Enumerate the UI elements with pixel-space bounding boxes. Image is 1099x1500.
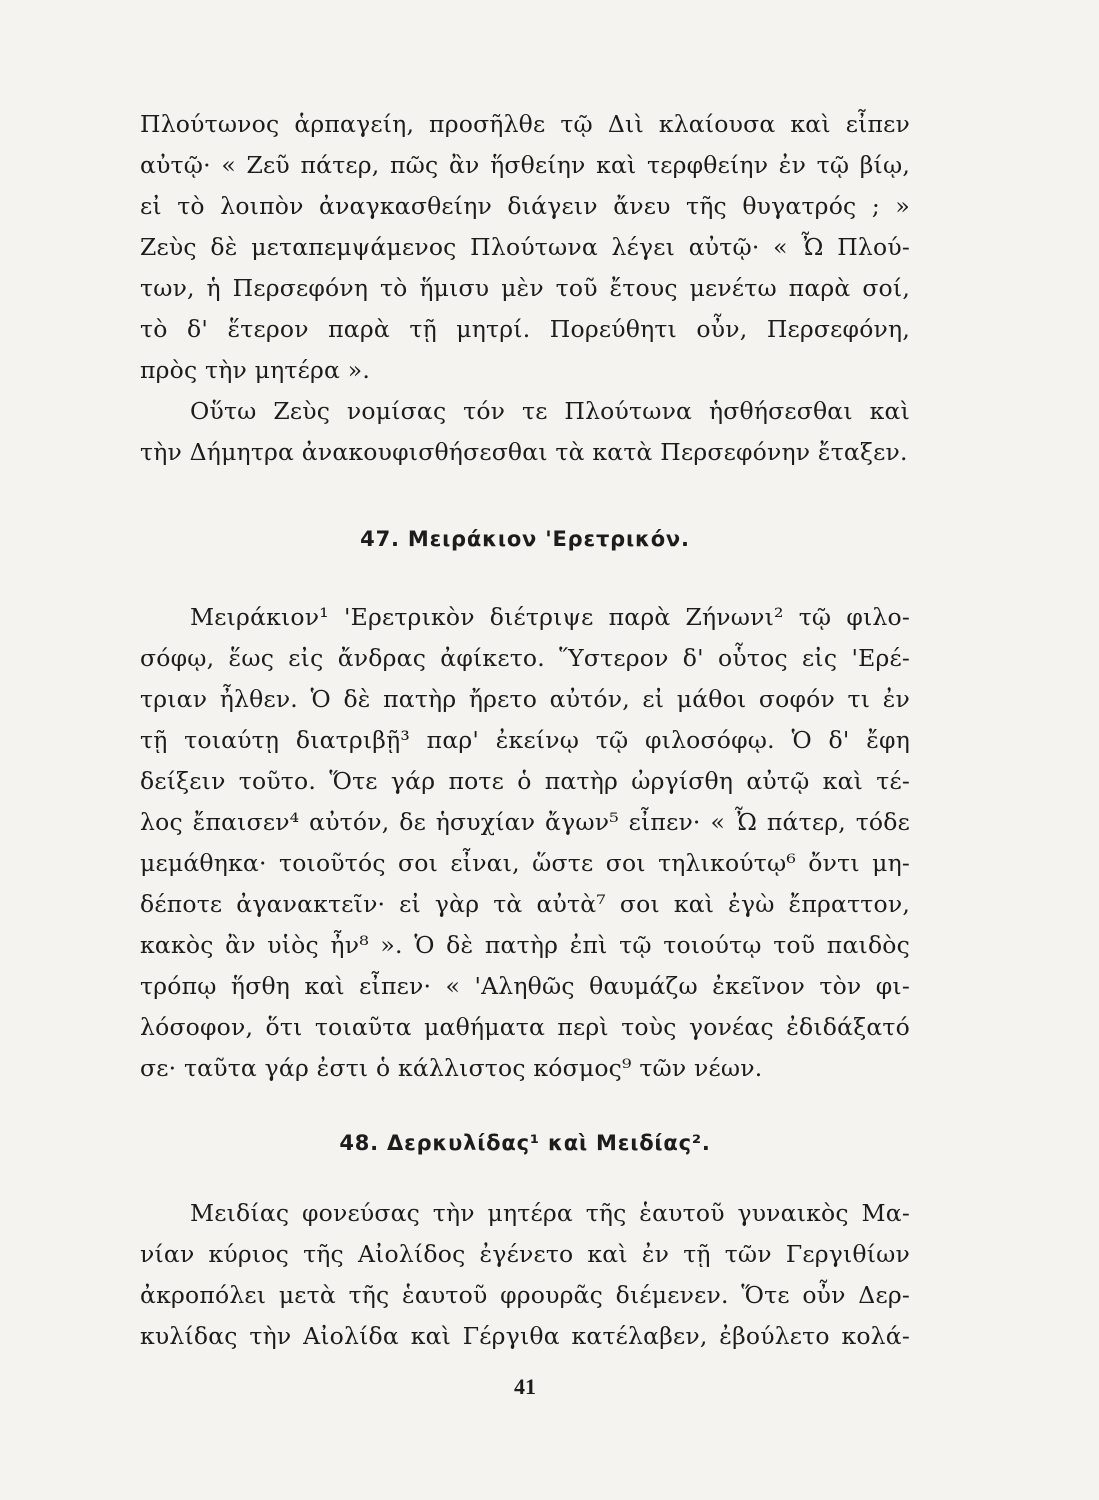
text-line: αὐτῷ· « Ζεῦ πάτερ, πῶς ἂν ἥσθείην καὶ τερφθείην ἐν τῷ βίῳ, <box>140 151 910 179</box>
text-line: τριαν ἦλθεν. Ὁ δὲ πατὴρ ἤρετο αὐτόν, εἰ μάθοι σοφόν τι ἐν <box>140 685 910 713</box>
text-line: σόφῳ, ἕως εἰς ἄνδρας ἀφίκετο. Ὕστερον δ' οὗτος εἰς 'Ερέ- <box>140 644 910 672</box>
page-number: 41 <box>514 1374 536 1399</box>
text-line: νίαν κύριος τῆς Αἰολίδος ἐγένετο καὶ ἐν τῇ τῶν Γεργιθίων <box>140 1240 910 1268</box>
section-heading-47: 47. Μειράκιον 'Ερετρικόν. <box>360 527 690 551</box>
text-line: τὴν Δήμητρα ἀνακουφισθήσεσθαι τὰ κατὰ Περσεφόνην ἔταξεν. <box>140 438 908 466</box>
text-line: τὸ δ' ἕτερον παρὰ τῇ μητρί. Πορεύθητι οὖν, Περσεφόνη, <box>140 315 910 343</box>
text-line: πρὸς τὴν μητέρα ». <box>140 356 371 384</box>
text-line: εἰ τὸ λοιπὸν ἀναγκασθείην διάγειν ἄνευ τῆς θυγατρός ; » <box>140 192 910 220</box>
text-block-section-47 <box>140 597 910 1089</box>
text-line: Μειδίας φονεύσας τὴν μητέρα τῆς ἑαυτοῦ γυναικὸς Μα- <box>190 1199 910 1227</box>
text-line: τῇ τοιαύτῃ διατριβῇ³ παρ' ἐκείνῳ τῷ φιλοσόφῳ. Ὁ δ' ἔφη <box>140 726 910 754</box>
text-line: Οὕτω Ζεὺς νομίσας τόν τε Πλούτωνα ἡσθήσεσθαι καὶ <box>190 397 910 425</box>
text-line: μεμάθηκα· τοιοῦτός σοι εἶναι, ὥστε σοι τηλικούτῳ⁶ ὄντι μη- <box>140 849 910 877</box>
text-line: Πλούτωνος ἁρπαγείη, προσῆλθε τῷ Διὶ κλαίουσα καὶ εἶπεν <box>140 110 910 138</box>
text-line: Ζεὺς δὲ μεταπεμψάμενος Πλούτωνα λέγει αὐτῷ· « Ὦ Πλού- <box>140 233 910 261</box>
text-line: λόσοφον, ὅτι τοιαῦτα μαθήματα περὶ τοὺς γονέας ἐδιδάξατό <box>140 1013 910 1041</box>
text-line: ἀκροπόλει μετὰ τῆς ἑαυτοῦ φρουρᾶς διέμενεν. Ὅτε οὖν Δερ- <box>140 1281 910 1309</box>
text-block-section-48 <box>140 1193 910 1357</box>
page <box>140 90 910 1470</box>
text-line: κακὸς ἂν υἱὸς ἦν⁸ ». Ὁ δὲ πατὴρ ἐπὶ τῷ τοιούτῳ τοῦ παιδὸς <box>140 931 910 959</box>
text-line: σε· ταῦτα γάρ ἐστι ὁ κάλλιστος κόσμος⁹ τῶν νέων. <box>140 1054 763 1082</box>
text-line: των, ἡ Περσεφόνη τὸ ἥμισυ μὲν τοῦ ἔτους μενέτω παρὰ σοί, <box>140 274 910 302</box>
text-block-continuation <box>140 104 910 473</box>
text-line: Μειράκιον¹ 'Ερετρικὸν διέτριψε παρὰ Ζήνωνι² τῷ φιλο- <box>190 603 910 631</box>
text-line: δείξειν τοῦτο. Ὅτε γάρ ποτε ὁ πατὴρ ὠργίσθη αὐτῷ καὶ τέ- <box>140 767 910 795</box>
text-line: κυλίδας τὴν Αἰολίδα καὶ Γέργιθα κατέλαβεν, ἐβούλετο κολά- <box>140 1322 910 1350</box>
text-line: λος ἔπαισεν⁴ αὐτόν, δε ἡσυχίαν ἄγων⁵ εἶπεν· « Ὦ πάτερ, τόδε <box>140 808 910 836</box>
section-heading-48: 48. Δερκυλίδας¹ καὶ Μειδίας². <box>339 1131 711 1155</box>
text-line: δέποτε ἀγανακτεῖν· εἰ γὰρ τὰ αὐτὰ⁷ σοι καὶ ἐγὼ ἔπραττον, <box>140 890 910 918</box>
text-line: τρόπῳ ἥσθη καὶ εἶπεν· « 'Αληθῶς θαυμάζω ἐκεῖνον τὸν φι- <box>140 972 910 1000</box>
